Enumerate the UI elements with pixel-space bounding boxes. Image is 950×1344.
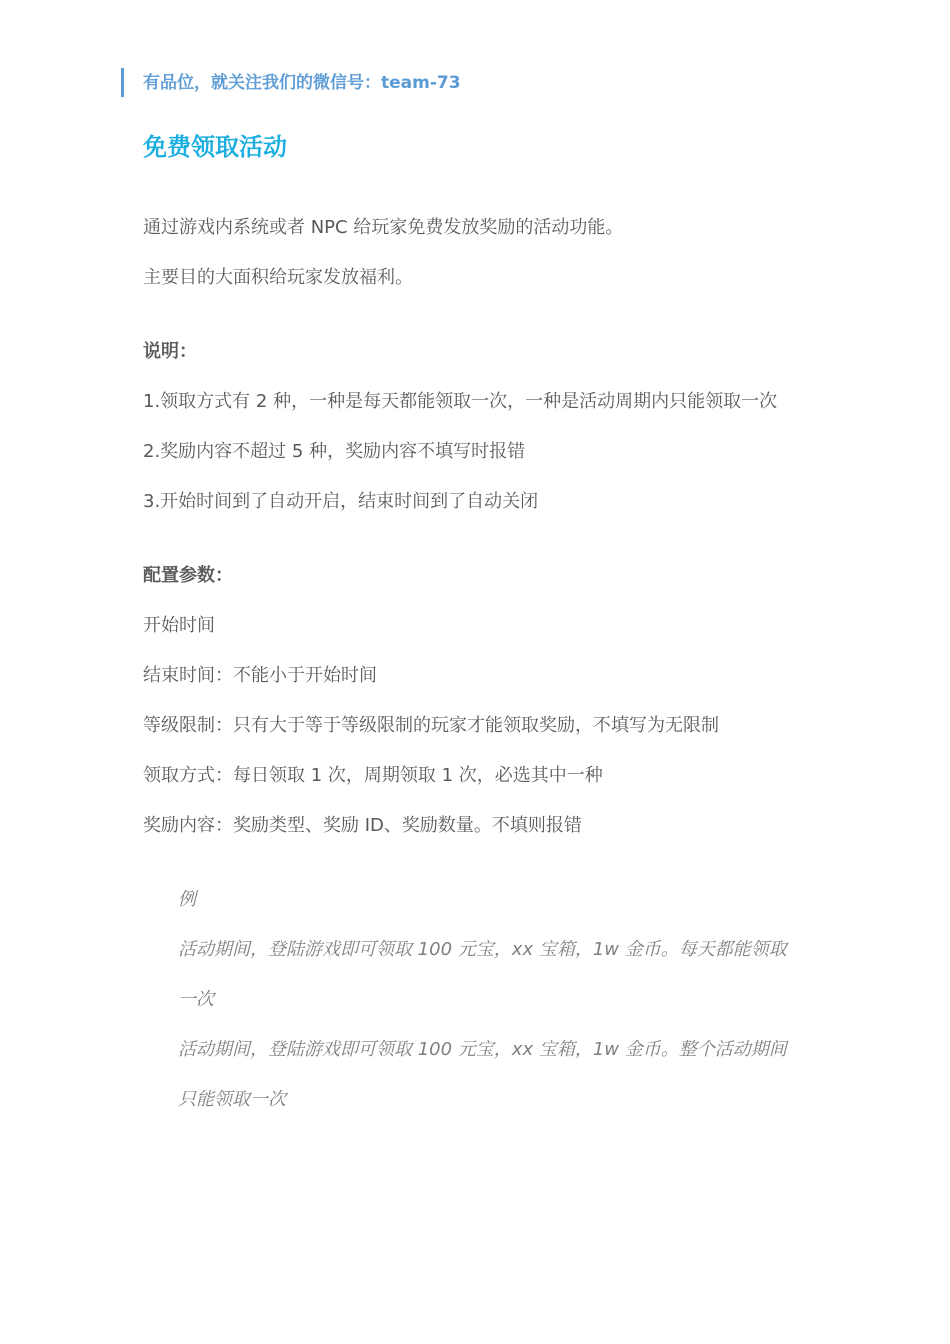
- intro-line-2: 主要目的大面积给玩家发放福利。: [143, 267, 413, 288]
- config-item-level-limit: 等级限制：只有大于等于等级限制的玩家才能领取奖励，不填写为无限制: [143, 715, 719, 736]
- intro-line-1: 通过游戏内系统或者 NPC 给玩家免费发放奖励的活动功能。: [143, 217, 624, 238]
- example-line-1: 活动期间，登陆游戏即可领取 100 元宝，xx 宝箱，1w 金币。每天都能领取: [178, 939, 787, 960]
- example-line-4: 只能领取一次: [178, 1089, 286, 1110]
- description-item-3: 3.开始时间到了自动开启，结束时间到了自动关闭: [143, 491, 539, 512]
- example-line-3: 活动期间，登陆游戏即可领取 100 元宝，xx 宝箱，1w 金币。整个活动期间: [178, 1039, 787, 1060]
- config-item-end-time: 结束时间：不能小于开始时间: [143, 665, 377, 686]
- page-title: 免费领取活动: [143, 133, 287, 161]
- description-item-2: 2.奖励内容不超过 5 种，奖励内容不填写时报错: [143, 441, 526, 462]
- header-wechat-notice: 有品位，就关注我们的微信号：team-73: [143, 73, 461, 93]
- config-item-claim-method: 领取方式：每日领取 1 次，周期领取 1 次，必选其中一种: [143, 765, 603, 786]
- example-label: 例: [178, 889, 196, 910]
- config-item-start-time: 开始时间: [143, 615, 215, 636]
- description-item-1: 1.领取方式有 2 种，一种是每天都能领取一次，一种是活动周期内只能领取一次: [143, 391, 778, 412]
- description-heading: 说明：: [143, 341, 197, 362]
- example-line-2: 一次: [178, 989, 214, 1010]
- config-heading: 配置参数：: [143, 565, 233, 586]
- config-item-reward-content: 奖励内容：奖励类型、奖励 ID、奖励数量。不填则报错: [143, 815, 582, 836]
- header-accent-bar: [121, 68, 124, 97]
